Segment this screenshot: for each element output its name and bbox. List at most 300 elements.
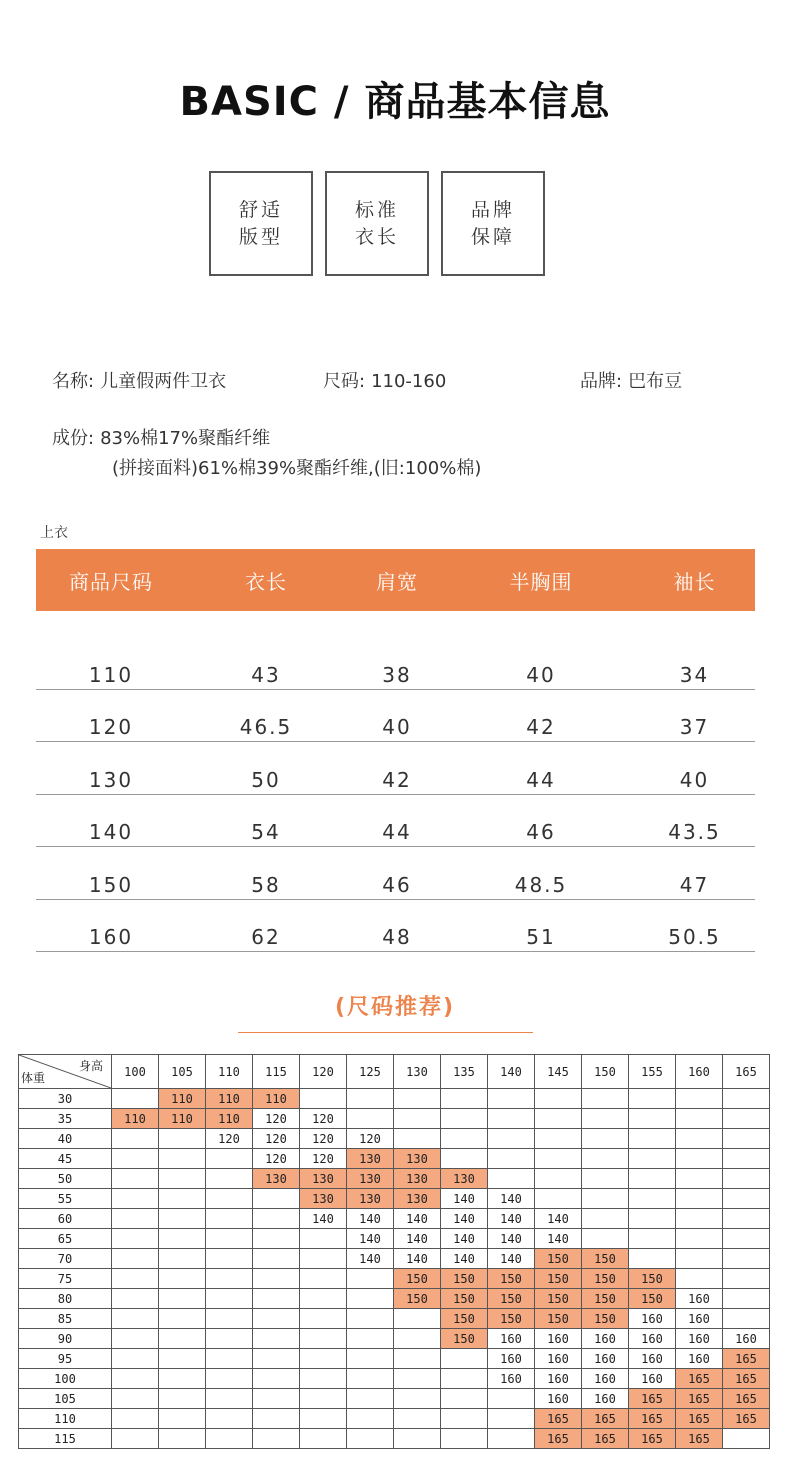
size-cell (582, 1129, 629, 1149)
size-cell (206, 1229, 253, 1249)
size-cell: 165 (676, 1389, 723, 1409)
cell-sleeve: 40 (679, 767, 710, 792)
size-cell (300, 1329, 347, 1349)
size-cell (723, 1229, 770, 1249)
corner-cell (19, 1055, 112, 1089)
weight-cell: 115 (19, 1429, 112, 1449)
cell-shoulder: 48 (382, 925, 412, 949)
size-cell (159, 1389, 206, 1409)
size-cell (347, 1289, 394, 1309)
size-cell (723, 1109, 770, 1129)
size-cell: 140 (347, 1249, 394, 1269)
composition-line-2: (拼接面料)61%棉39%聚酯纤维,(旧:100%棉) (112, 458, 482, 479)
size-cell (723, 1169, 770, 1189)
feature-box-brand-guarantee (441, 171, 545, 276)
size-cell (347, 1109, 394, 1129)
size-cell: 150 (441, 1289, 488, 1309)
size-cell: 110 (206, 1089, 253, 1109)
size-cell (112, 1329, 159, 1349)
size-cell (112, 1389, 159, 1409)
weight-cell: 70 (19, 1249, 112, 1269)
size-cell: 160 (629, 1329, 676, 1349)
size-cell (582, 1189, 629, 1209)
table-row (19, 1309, 770, 1329)
cell-sleeve: 47 (679, 872, 710, 897)
size-cell (441, 1149, 488, 1169)
size-cell (206, 1169, 253, 1189)
table-row (36, 900, 755, 953)
size-cell: 150 (394, 1269, 441, 1289)
size-cell (159, 1329, 206, 1349)
size-cell: 150 (441, 1309, 488, 1329)
size-cell: 150 (629, 1269, 676, 1289)
size-cell (676, 1109, 723, 1129)
size-cell (300, 1249, 347, 1269)
size-cell (676, 1129, 723, 1149)
height-header-cell: 120 (300, 1055, 347, 1089)
height-header-cell: 155 (629, 1055, 676, 1089)
table-row (36, 690, 755, 743)
table-row (36, 742, 755, 795)
size-cell (347, 1369, 394, 1389)
header-half-chest: 半胸围 (509, 569, 573, 594)
cell-size: 120 (88, 715, 134, 739)
size-cell (253, 1229, 300, 1249)
size-cell: 140 (441, 1189, 488, 1209)
size-cell (629, 1129, 676, 1149)
size-cell: 160 (629, 1309, 676, 1329)
height-header-cell: 125 (347, 1055, 394, 1089)
size-cell: 140 (347, 1209, 394, 1229)
size-range-value: 110-160 (371, 371, 447, 392)
table-row (19, 1369, 770, 1389)
size-cell (488, 1429, 535, 1449)
size-recommendation-table (18, 1054, 770, 1449)
size-cell: 140 (535, 1209, 582, 1229)
size-cell (488, 1089, 535, 1109)
size-cell: 140 (394, 1209, 441, 1229)
size-cell (253, 1289, 300, 1309)
size-cell (347, 1409, 394, 1429)
cell-half-chest: 40 (526, 662, 556, 687)
size-cell: 160 (723, 1329, 770, 1349)
cell-shoulder: 44 (382, 820, 412, 844)
size-cell: 110 (159, 1109, 206, 1129)
weight-cell: 110 (19, 1409, 112, 1429)
size-cell: 120 (347, 1129, 394, 1149)
size-cell (347, 1269, 394, 1289)
size-cell: 150 (535, 1309, 582, 1329)
size-cell (723, 1429, 770, 1449)
size-cell (253, 1349, 300, 1369)
table-row (36, 637, 755, 690)
size-cell (347, 1329, 394, 1349)
size-cell: 165 (629, 1389, 676, 1409)
size-cell (253, 1389, 300, 1409)
size-cell (629, 1169, 676, 1189)
size-cell (159, 1289, 206, 1309)
height-header-cell: 150 (582, 1055, 629, 1089)
size-cell: 150 (441, 1329, 488, 1349)
table-row (19, 1349, 770, 1369)
size-cell (112, 1409, 159, 1429)
size-recommendation-title: (尺码推荐) (334, 995, 456, 1020)
size-cell (112, 1129, 159, 1149)
size-cell (347, 1309, 394, 1329)
size-cell: 120 (253, 1149, 300, 1169)
weight-cell: 30 (19, 1089, 112, 1109)
table-row (19, 1329, 770, 1349)
table-row (36, 847, 755, 900)
size-cell (676, 1089, 723, 1109)
height-header-cell: 105 (159, 1055, 206, 1089)
size-cell (300, 1409, 347, 1429)
height-header-cell: 110 (206, 1055, 253, 1089)
size-cell: 130 (300, 1189, 347, 1209)
size-cell: 165 (723, 1409, 770, 1429)
size-cell: 140 (300, 1209, 347, 1229)
size-cell (582, 1209, 629, 1229)
size-cell: 150 (535, 1269, 582, 1289)
size-cell (112, 1209, 159, 1229)
size-cell (159, 1269, 206, 1289)
size-cell (488, 1389, 535, 1409)
size-cell (112, 1149, 159, 1169)
size-cell (253, 1249, 300, 1269)
size-cell: 160 (676, 1329, 723, 1349)
size-cell (394, 1389, 441, 1409)
size-cell: 130 (394, 1169, 441, 1189)
size-cell (159, 1349, 206, 1369)
feature-box-line: 标准 (354, 198, 399, 221)
size-cell: 150 (582, 1269, 629, 1289)
size-cell (488, 1169, 535, 1189)
size-cell (676, 1169, 723, 1189)
size-cell (535, 1149, 582, 1169)
size-cell: 165 (723, 1369, 770, 1389)
size-cell: 160 (535, 1349, 582, 1369)
cell-half-chest: 44 (526, 767, 556, 792)
size-cell (441, 1429, 488, 1449)
size-cell: 130 (300, 1169, 347, 1189)
size-cell: 165 (676, 1429, 723, 1449)
size-cell: 130 (394, 1149, 441, 1169)
size-cell: 150 (488, 1269, 535, 1289)
size-cell (206, 1149, 253, 1169)
cell-size: 140 (88, 820, 134, 844)
size-cell (723, 1149, 770, 1169)
weight-cell: 55 (19, 1189, 112, 1209)
height-header-cell: 135 (441, 1055, 488, 1089)
product-composition (52, 424, 270, 450)
size-cell: 140 (535, 1229, 582, 1249)
title-underline (238, 1032, 533, 1033)
size-cell: 160 (488, 1329, 535, 1349)
size-cell (582, 1169, 629, 1189)
cell-shoulder: 40 (382, 715, 412, 739)
size-cell: 140 (441, 1229, 488, 1249)
size-cell (723, 1309, 770, 1329)
product-name-label: 名称: (52, 371, 95, 392)
table-row (36, 795, 755, 848)
feature-box-standard-length (325, 171, 429, 276)
feature-box-line: 舒适 (238, 198, 283, 221)
weight-cell: 90 (19, 1329, 112, 1349)
cell-half-chest: 46 (526, 820, 556, 844)
size-cell: 120 (253, 1109, 300, 1129)
size-cell (206, 1349, 253, 1369)
header-size: 商品尺码 (69, 569, 153, 594)
size-cell: 160 (488, 1369, 535, 1389)
table-row (19, 1209, 770, 1229)
feature-box-line: 保障 (470, 225, 515, 248)
size-cell (206, 1269, 253, 1289)
height-header-cell: 165 (723, 1055, 770, 1089)
cell-half-chest: 48.5 (514, 872, 568, 897)
height-header-cell: 115 (253, 1055, 300, 1089)
size-cell (253, 1189, 300, 1209)
weight-cell: 95 (19, 1349, 112, 1369)
size-cell: 140 (488, 1209, 535, 1229)
size-cell: 140 (347, 1229, 394, 1249)
size-cell (582, 1229, 629, 1249)
size-cell: 165 (676, 1409, 723, 1429)
cell-length: 54 (251, 820, 281, 844)
size-cell (723, 1089, 770, 1109)
table-row (19, 1289, 770, 1309)
size-cell (159, 1409, 206, 1429)
cell-length: 58 (251, 872, 281, 897)
size-cell: 120 (300, 1109, 347, 1129)
weight-cell: 40 (19, 1129, 112, 1149)
size-cell (206, 1329, 253, 1349)
size-cell: 150 (629, 1289, 676, 1309)
size-cell: 165 (629, 1409, 676, 1429)
size-cell: 150 (394, 1289, 441, 1309)
height-header-cell: 160 (676, 1055, 723, 1089)
size-cell: 160 (582, 1389, 629, 1409)
height-header-cell: 100 (112, 1055, 159, 1089)
size-cell: 130 (253, 1169, 300, 1189)
size-cell: 140 (394, 1229, 441, 1249)
product-name (52, 367, 226, 393)
product-brand (580, 367, 682, 393)
table-row (19, 1229, 770, 1249)
composition-label: 成份: (52, 428, 95, 449)
size-cell: 160 (676, 1349, 723, 1369)
size-cell (206, 1249, 253, 1269)
size-cell: 120 (300, 1129, 347, 1149)
size-cell (441, 1089, 488, 1109)
weight-cell: 100 (19, 1369, 112, 1389)
table-row (19, 1149, 770, 1169)
size-cell (112, 1309, 159, 1329)
size-cell: 110 (112, 1109, 159, 1129)
size-cell (300, 1309, 347, 1329)
size-cell (206, 1309, 253, 1329)
cell-half-chest: 42 (526, 715, 556, 739)
size-cell (300, 1369, 347, 1389)
size-cell: 150 (488, 1289, 535, 1309)
weight-cell: 105 (19, 1389, 112, 1409)
size-cell (112, 1369, 159, 1389)
brand-value: 巴布豆 (628, 371, 683, 392)
cell-shoulder: 38 (382, 662, 412, 687)
size-cell: 165 (582, 1429, 629, 1449)
size-cell: 160 (535, 1329, 582, 1349)
size-cell (347, 1429, 394, 1449)
size-cell (253, 1269, 300, 1289)
size-cell (723, 1289, 770, 1309)
cell-length: 46.5 (239, 715, 293, 739)
size-cell: 165 (676, 1369, 723, 1389)
size-cell (629, 1189, 676, 1209)
size-cell (676, 1149, 723, 1169)
size-cell: 160 (676, 1289, 723, 1309)
size-cell (441, 1349, 488, 1369)
height-header-cell: 140 (488, 1055, 535, 1089)
cell-sleeve: 50.5 (668, 925, 721, 949)
size-cell (723, 1129, 770, 1149)
size-cell (535, 1109, 582, 1129)
size-cell (159, 1309, 206, 1329)
cell-size: 130 (88, 767, 134, 792)
size-cell (159, 1209, 206, 1229)
size-cell: 120 (300, 1149, 347, 1169)
header-shoulder: 肩宽 (376, 569, 418, 594)
weight-cell: 85 (19, 1309, 112, 1329)
size-cell (394, 1409, 441, 1429)
size-cell (394, 1089, 441, 1109)
size-cell (206, 1389, 253, 1409)
size-cell (394, 1309, 441, 1329)
size-cell (488, 1409, 535, 1429)
table-row (19, 1269, 770, 1289)
cell-sleeve: 37 (679, 715, 710, 739)
cell-length: 43 (251, 662, 281, 687)
size-cell: 160 (582, 1369, 629, 1389)
size-cell: 110 (253, 1089, 300, 1109)
composition-line-1: 83%棉17%聚酯纤维 (100, 428, 271, 449)
size-cell (206, 1429, 253, 1449)
size-cell (347, 1089, 394, 1109)
header-length: 衣长 (245, 569, 287, 594)
size-cell: 110 (206, 1109, 253, 1129)
feature-box-comfort-fit (209, 171, 313, 276)
size-cell: 140 (488, 1249, 535, 1269)
size-cell (159, 1249, 206, 1269)
cell-half-chest: 51 (526, 925, 556, 949)
size-cell (112, 1269, 159, 1289)
size-cell: 110 (159, 1089, 206, 1109)
cell-sleeve: 34 (679, 662, 710, 687)
size-cell (159, 1369, 206, 1389)
size-cell: 120 (253, 1129, 300, 1149)
size-cell: 160 (629, 1369, 676, 1389)
page-title: BASIC / 商品基本信息 (179, 79, 611, 125)
size-cell (300, 1289, 347, 1309)
size-cell (629, 1089, 676, 1109)
size-cell (676, 1209, 723, 1229)
size-cell: 165 (582, 1409, 629, 1429)
size-cell (723, 1269, 770, 1289)
size-cell: 150 (535, 1249, 582, 1269)
size-cell (206, 1189, 253, 1209)
table-row (19, 1109, 770, 1129)
size-cell (253, 1369, 300, 1389)
size-cell: 150 (441, 1269, 488, 1289)
cell-shoulder: 46 (382, 872, 412, 897)
size-cell (300, 1429, 347, 1449)
height-axis-label: 身高 (78, 1059, 103, 1073)
size-cell (112, 1089, 159, 1109)
cell-size: 160 (88, 925, 134, 949)
size-cell (535, 1169, 582, 1189)
table-row (19, 1389, 770, 1409)
size-cell (159, 1229, 206, 1249)
weight-cell: 75 (19, 1269, 112, 1289)
weight-cell: 45 (19, 1149, 112, 1169)
size-cell: 140 (441, 1209, 488, 1229)
size-cell: 150 (535, 1289, 582, 1309)
size-cell (159, 1429, 206, 1449)
size-cell (253, 1429, 300, 1449)
size-cell: 150 (582, 1249, 629, 1269)
size-cell (535, 1189, 582, 1209)
size-cell: 160 (535, 1369, 582, 1389)
weight-cell: 65 (19, 1229, 112, 1249)
size-cell (441, 1369, 488, 1389)
size-cell: 120 (206, 1129, 253, 1149)
size-cell (535, 1129, 582, 1149)
size-cell (723, 1189, 770, 1209)
size-cell (206, 1289, 253, 1309)
table-row (19, 1249, 770, 1269)
size-cell (441, 1389, 488, 1409)
size-cell (253, 1309, 300, 1329)
size-cell (300, 1349, 347, 1369)
size-cell (488, 1149, 535, 1169)
table-row (19, 1089, 770, 1109)
feature-boxes (209, 171, 545, 276)
table-header-row (19, 1055, 770, 1089)
size-cell (441, 1129, 488, 1149)
size-cell (159, 1189, 206, 1209)
size-table-header (36, 549, 755, 611)
size-cell: 130 (347, 1189, 394, 1209)
size-cell: 160 (582, 1329, 629, 1349)
size-cell (206, 1369, 253, 1389)
size-cell (488, 1129, 535, 1149)
size-cell (676, 1249, 723, 1269)
size-cell (629, 1109, 676, 1129)
size-cell (394, 1329, 441, 1349)
size-cell (394, 1129, 441, 1149)
table-row (19, 1189, 770, 1209)
size-cell (300, 1389, 347, 1409)
product-size-range (323, 367, 446, 393)
size-cell (582, 1149, 629, 1169)
size-range-label: 尺码: (323, 371, 366, 392)
size-cell (394, 1369, 441, 1389)
size-cell (347, 1389, 394, 1409)
size-cell: 165 (535, 1429, 582, 1449)
size-cell (253, 1409, 300, 1429)
table-row (19, 1169, 770, 1189)
size-cell: 130 (347, 1169, 394, 1189)
size-cell: 165 (629, 1429, 676, 1449)
table-row (19, 1409, 770, 1429)
